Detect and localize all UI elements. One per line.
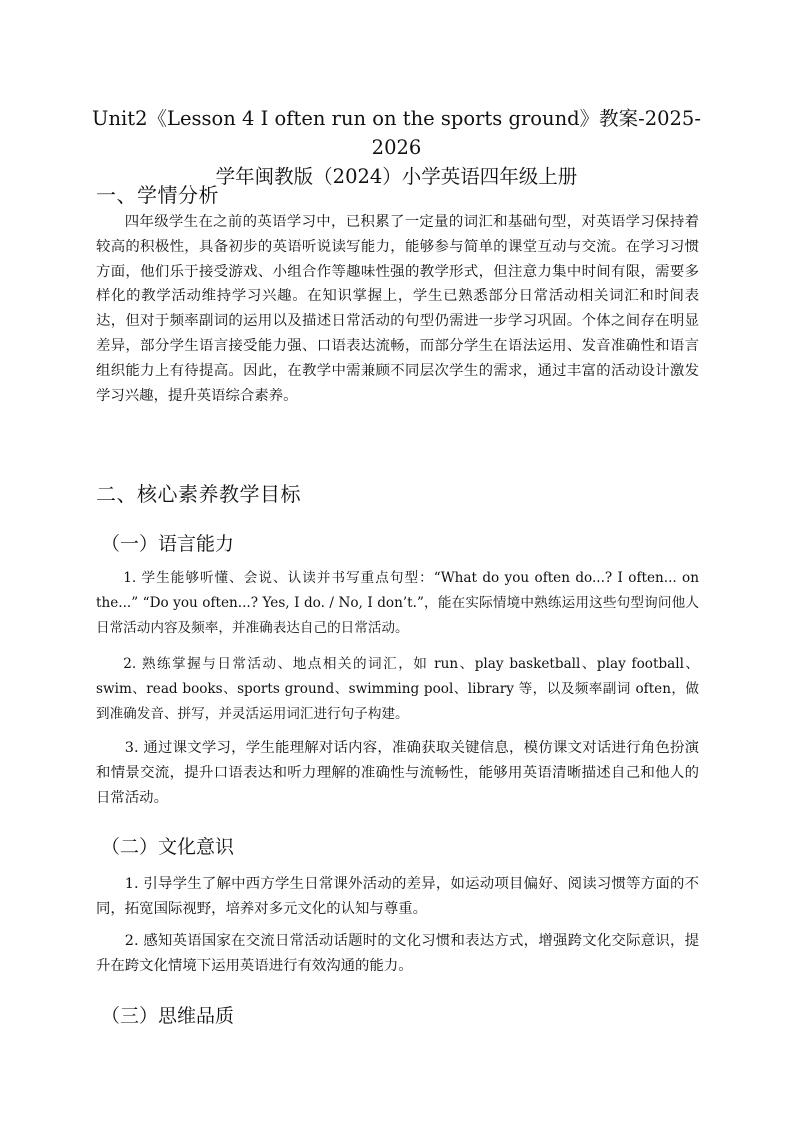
language-item-1: 1. 学生能够听懂、会说、认读并书写重点句型：“What do you often do...? I often... on the...” “Do you often...? Yes, I do. / No, I don’t.”，能在实际情境中熟练运用这些句型询问他人日常活动内容及频率，并准确表达自己的日常活动。 xyxy=(96,570,699,636)
section-heading-analysis: 一、学情分析 xyxy=(96,183,219,207)
subsection-heading-language: （一）语言能力 xyxy=(101,533,235,555)
title-line-1: Unit2《Lesson 4 I often run on the sports ground》教案-2025-2026 xyxy=(92,107,701,159)
language-item-3: 3. 通过课文学习，学生能理解对话内容，准确获取关键信息，模仿课文对话进行角色扮演和情景交流，提升口语表达和听力理解的准确性与流畅性，能够用英语清晰描述自己和他人的日常活动。 xyxy=(96,740,699,806)
language-item-2: 2. 熟练掌握与日常活动、地点相关的词汇，如 run、play basketball、play football、swim、read books、sports ground、swimming pool、library 等，以及频率副词 often，做到准确发音、拼写，并灵活运用词汇进行句子构建。 xyxy=(96,656,699,722)
document-title xyxy=(90,104,703,191)
section-heading-objectives: 二、核心素养教学目标 xyxy=(96,482,301,506)
subsection-heading-thinking: （三）思维品质 xyxy=(101,1005,235,1027)
culture-item-2: 2. 感知英语国家在交流日常活动话题时的文化习惯和表达方式，增强跨文化交际意识，提升在跨文化情境下运用英语进行有效沟通的能力。 xyxy=(96,933,699,974)
analysis-paragraph: 四年级学生在之前的英语学习中，已积累了一定量的词汇和基础句型，对英语学习保持着较高的积极性，具备初步的英语听说读写能力，能够参与简单的课堂互动与交流。在学习习惯方面，他们乐于接受游戏、小组合作等趣味性强的教学形式，但注意力集中时间有限，需要多样化的教学活动维持学习兴趣。在知识掌握上，学生已熟悉部分日常活动相关词汇和时间表达，但对于频率副词的运用以及描述日常活动的句型仍需进一步学习巩固。个体之间存在明显差异，部分学生语言接受能力强、口语表达流畅，而部分学生在语法运用、发音准确性和语言组织能力上有待提高。因此，在教学中需兼顾不同层次学生的需求，通过丰富的活动设计激发学习兴趣，提升英语综合素养。 xyxy=(96,214,699,404)
culture-item-1: 1. 引导学生了解中西方学生日常课外活动的差异，如运动项目偏好、阅读习惯等方面的不同，拓宽国际视野，培养对多元文化的认知与尊重。 xyxy=(96,876,699,917)
title-line-2: 学年闽教版（2024）小学英语四年级上册 xyxy=(215,165,578,188)
subsection-heading-culture: （二）文化意识 xyxy=(101,836,235,858)
